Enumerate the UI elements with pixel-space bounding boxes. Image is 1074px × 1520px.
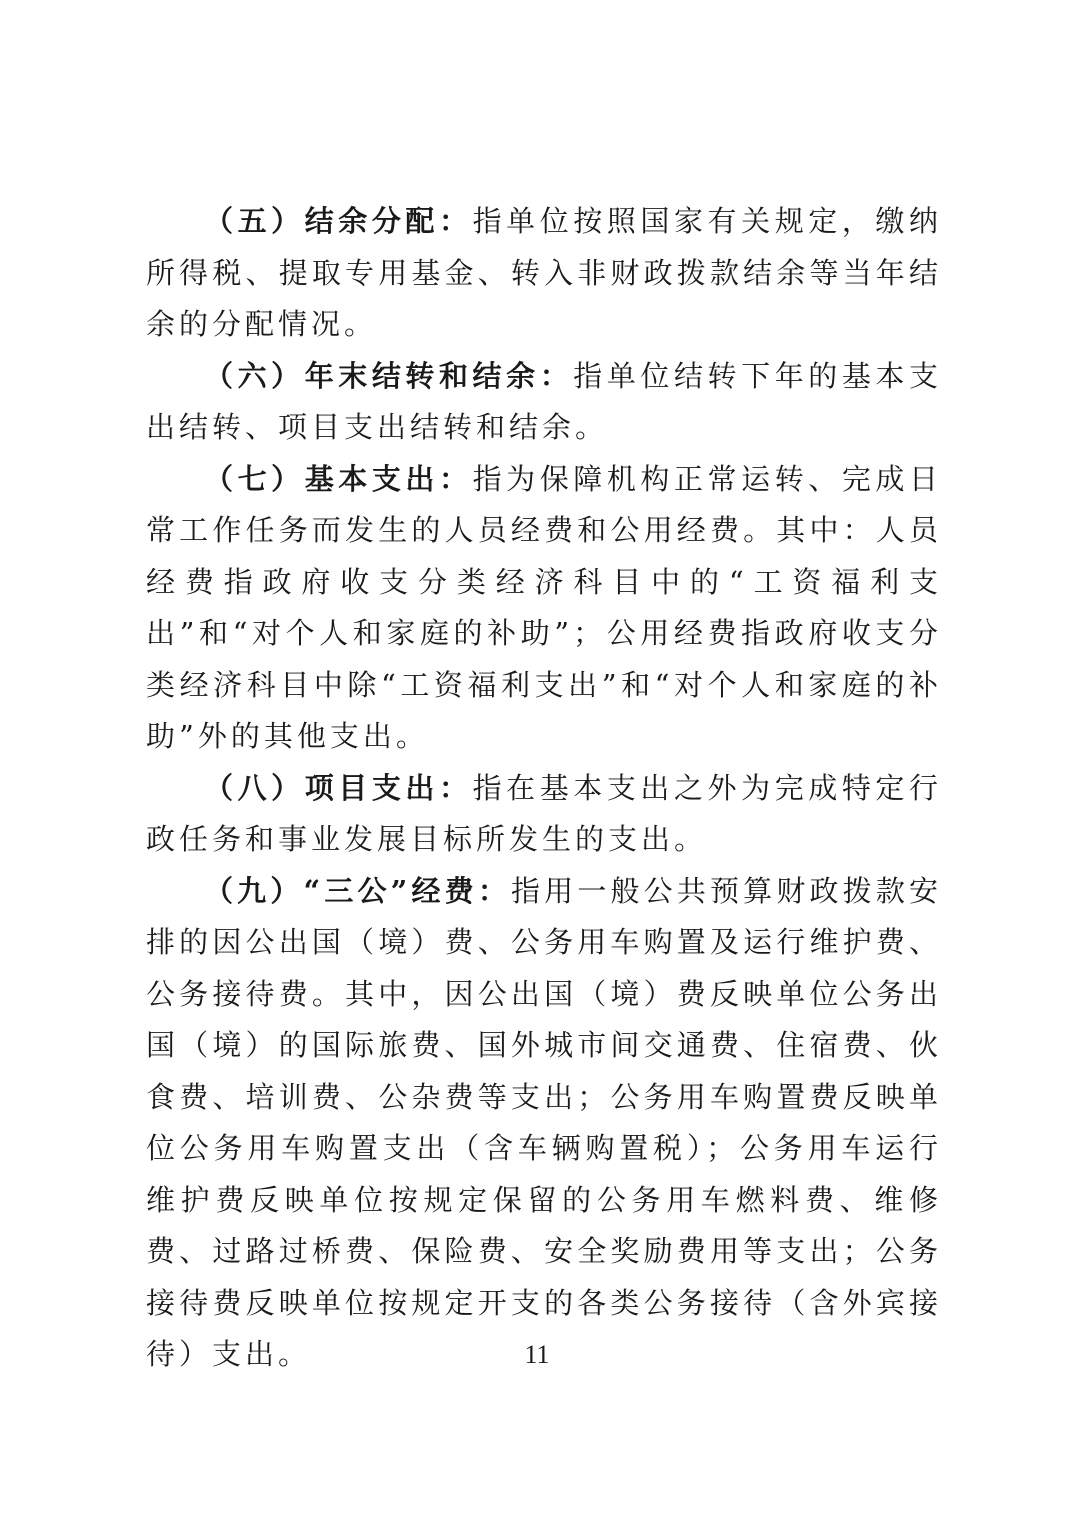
paragraph-year-end-carryover	[146, 351, 942, 454]
definition-text: 指单位按照国家有关规定，缴纳所得税、提取专用基金、转入非财政拨款结余等当年结余的分配情况。	[146, 204, 942, 341]
body-text	[146, 196, 942, 1381]
paragraph-surplus-distribution	[146, 196, 942, 351]
page-number: 11	[524, 1340, 550, 1369]
definition-text: 指单位结转下年的基本支出结转、项目支出结转和结余。	[146, 358, 942, 444]
paragraph-basic-expenditure	[146, 454, 942, 763]
definition-text: 指用一般公共预算财政拨款安排的因公出国（境）费、公务用车购置及运行维护费、公务接待费。其中，因公出国（境）费反映单位公务出国（境）的国际旅费、国外城市间交通费、住宿费、伙食费、培训费、公杂费等支出；公务用车购置费反映单位公务用车购置支出（含车辆购置税）；公务用车运行维护费反映单位按规定保留的公务用车燃料费、维修费、过路过桥费、保险费、安全奖励费用等支出；公务接待费反映单位按规定开支的各类公务接待（含外宾接待）支出。	[146, 873, 942, 1371]
paragraph-project-expenditure	[146, 763, 942, 866]
paragraph-three-public-expenses	[146, 866, 942, 1381]
term-label: （五）结余分配：	[204, 204, 473, 238]
definition-text: 指为保障机构正常运转、完成日常工作任务而发生的人员经费和公用经费。其中：人员经费指政府收支分类经济科目中的“工资福利支出”和“对个人和家庭的补助”；公用经费指政府收支分类经济科目中除“工资福利支出”和“对个人和家庭的补助”外的其他支出。	[146, 461, 942, 753]
term-label: （八）项目支出：	[204, 770, 473, 805]
definition-text: 指在基本支出之外为完成特定行政任务和事业发展目标所发生的支出。	[146, 770, 942, 856]
term-label: （六）年末结转和结余：	[204, 358, 574, 393]
term-label: （九）“三公”经费：	[204, 873, 512, 908]
term-label: （七）基本支出：	[204, 461, 473, 496]
